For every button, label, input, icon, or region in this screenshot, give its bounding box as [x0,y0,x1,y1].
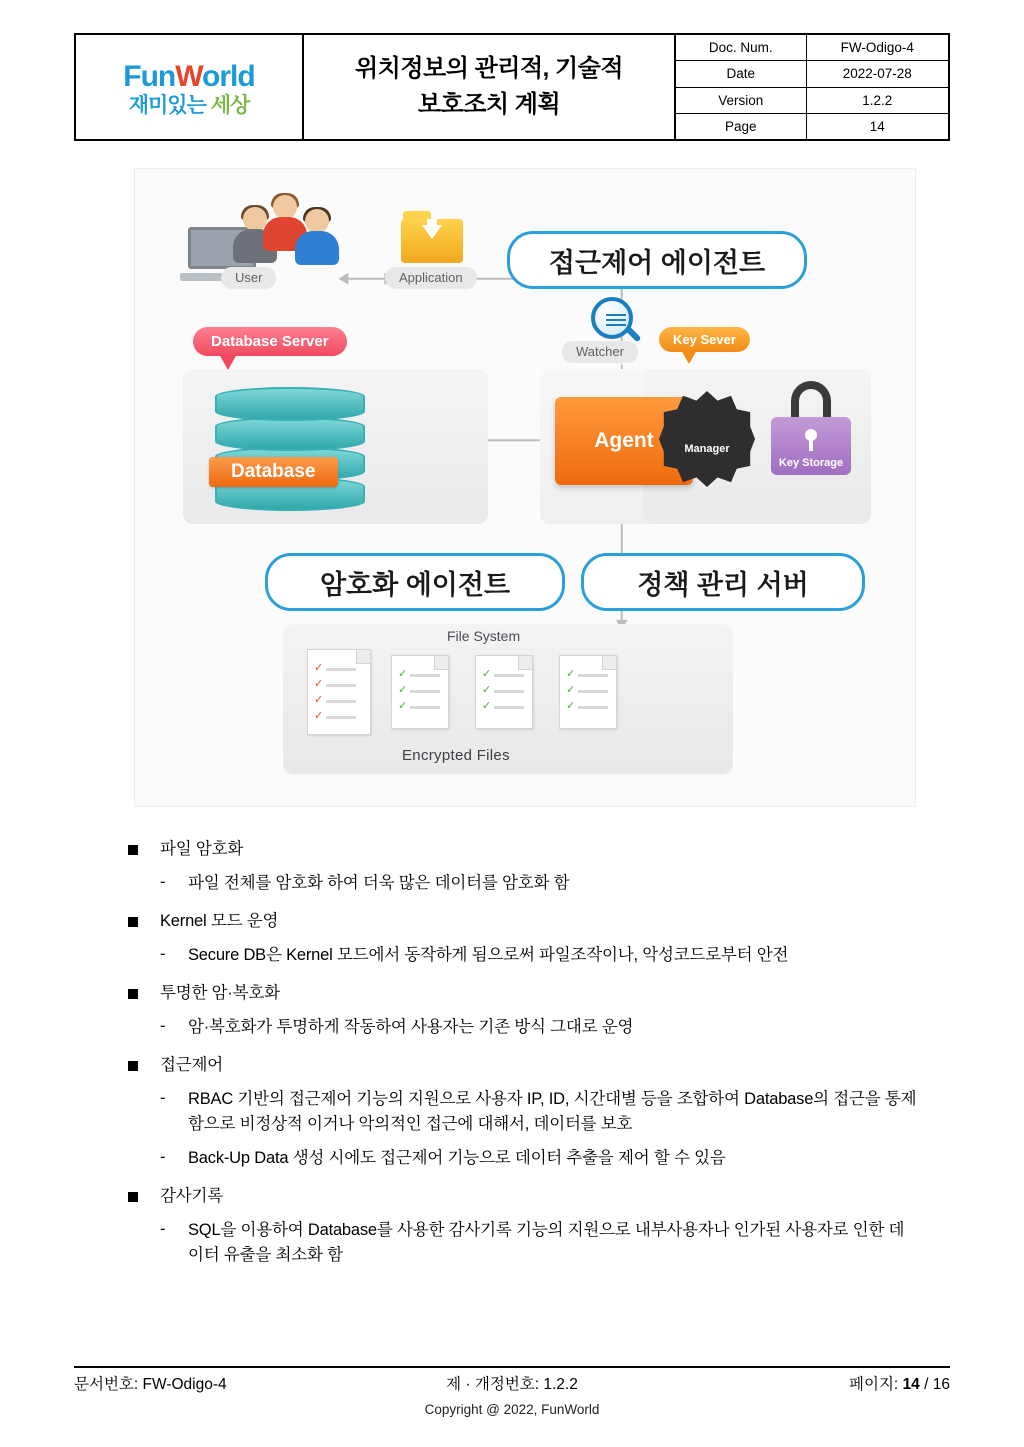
manager-badge-icon [659,391,755,487]
list-item [160,943,918,968]
encrypted-file-icon: ✓ ✓ ✓ [391,655,449,729]
logo-tagline-blue: 재미있는 [128,93,206,117]
agent-box: Agent [555,397,693,485]
encrypted-file-icon: ✓ ✓ ✓ [559,655,617,729]
dash-bullet-icon: - [160,1016,166,1035]
list-item-label: 감사기록 [160,1187,223,1206]
list-item-label: 접근제어 [160,1056,223,1074]
file-system-label: File System [447,628,521,644]
list-item-label: Back-Up Data 생성 시에도 접근제어 기능으로 데이터 추출을 제어 할 수 있음 [188,1149,726,1168]
key-storage-label: Key Storage [778,457,844,469]
footer-pagination [650,1372,950,1394]
database-cylinder-icon [215,387,365,515]
footer-page-total: 16 [932,1376,950,1393]
meta-key-version: Version [676,88,807,113]
list-item [128,982,918,1006]
list-item [128,910,918,934]
footer-doc-number: 문서번호: FW-Odigo-4 [74,1376,227,1393]
square-bullet-icon [128,1061,138,1071]
key-server-tag: Key Sever [659,327,750,352]
logo-text-w: W [175,60,203,94]
list-item [160,1218,918,1268]
footer-divider [74,1366,950,1368]
logo-text-orld: orld [202,60,255,94]
encrypted-file-icon: ✓ ✓ ✓ [475,655,533,729]
meta-value-date: 2022-07-28 [842,66,912,82]
copyright-notice: Copyright @ 2022, FunWorld [424,1402,600,1417]
logo-tagline [129,94,250,117]
meta-row [676,114,948,139]
list-item-label: SQL을 이용하여 Database를 사용한 감사기록 기능의 지원으로 내부사용자나 인가된 사용자로 인한 데이터 유출을 최소화 함 [188,1221,905,1265]
document-title-line2: 보호조치 계획 [417,91,561,118]
square-bullet-icon [128,917,138,927]
list-item [160,1087,918,1137]
user-label: User [221,267,276,288]
meta-row [676,61,948,87]
database-label: Database [209,457,338,487]
footer-revision: 제 · 개정번호: 1.2.2 [446,1376,578,1393]
architecture-diagram [134,168,916,807]
callout-encryption-agent: 암호화 에이전트 [265,553,565,611]
encrypted-files-label: Encrypted Files [402,747,510,764]
document-header [74,33,950,141]
user-person-icon [295,209,339,265]
bullet-content [128,838,918,1268]
watcher-label: Watcher [562,341,638,362]
meta-key-doc-num: Doc. Num. [676,35,807,60]
list-item-label: 암·복호화가 투명하게 작동하여 사용자는 기존 방식 그대로 운영 [188,1017,634,1036]
footer-page-separator: / [924,1376,929,1393]
square-bullet-icon [128,989,138,999]
meta-value-doc-num: FW-Odigo-4 [840,40,914,56]
list-item [128,838,918,862]
list-item-label: Secure DB은 Kernel 모드에서 동작하게 됨으로써 파일조작이나, 악성코드로부터 안전 [188,945,789,964]
list-item-label: Kernel 모드 운영 [160,912,279,930]
application-label: Application [385,267,477,288]
document-footer [74,1372,950,1394]
list-item [160,1015,918,1040]
dash-bullet-icon: - [160,1148,166,1167]
document-meta-table [676,35,948,139]
callout-access-control-agent: 접근제어 에이전트 [507,231,807,289]
dash-bullet-icon: - [160,1088,166,1107]
logo-text-fun: Fun [123,60,176,94]
key-storage-lock-icon [765,381,857,489]
list-item [128,1185,918,1209]
square-bullet-icon [128,845,138,855]
database-server-tag: Database Server [193,327,347,356]
meta-row [676,88,948,114]
list-item-label: 투명한 암·복호화 [160,984,280,1002]
manager-label: Manager [684,443,730,455]
document-title [304,35,676,139]
list-item [160,1146,918,1171]
footer-page-label: 페이지: [849,1376,899,1393]
list-item [128,1054,918,1078]
meta-key-page: Page [676,114,807,139]
dash-bullet-icon: - [160,944,166,963]
dash-bullet-icon: - [160,1220,166,1239]
meta-value-version: 1.2.2 [862,92,893,108]
company-logo [76,35,304,139]
document-title-line1: 위치정보의 관리적, 기술적 [354,55,624,82]
list-item-label: RBAC 기반의 접근제어 기능의 지원으로 사용자 IP, ID, 시간대별 등을 조합하여 Database의 접근을 통제함으로 비정상적 이거나 악의적인 접근에 대해서, 데이터를 보호 [188,1089,917,1133]
application-folder-icon [401,211,463,263]
meta-key-date: Date [676,61,807,86]
logo-tagline-green: 세상 [210,93,250,117]
meta-row [676,35,948,61]
footer-page-current: 14 [902,1376,920,1393]
square-bullet-icon [128,1192,138,1202]
callout-policy-management-server: 정책 관리 서버 [581,553,865,611]
encrypted-file-icon: ✓ ✓ ✓ ✓ [307,649,371,735]
list-item-label: 파일 전체를 암호화 하여 더욱 많은 데이터를 암호화 함 [188,873,570,892]
list-item [160,871,918,896]
logo-wordmark [123,61,254,93]
meta-value-page: 14 [869,118,885,134]
dash-bullet-icon: - [160,872,166,891]
list-item-label: 파일 암호화 [160,840,244,858]
